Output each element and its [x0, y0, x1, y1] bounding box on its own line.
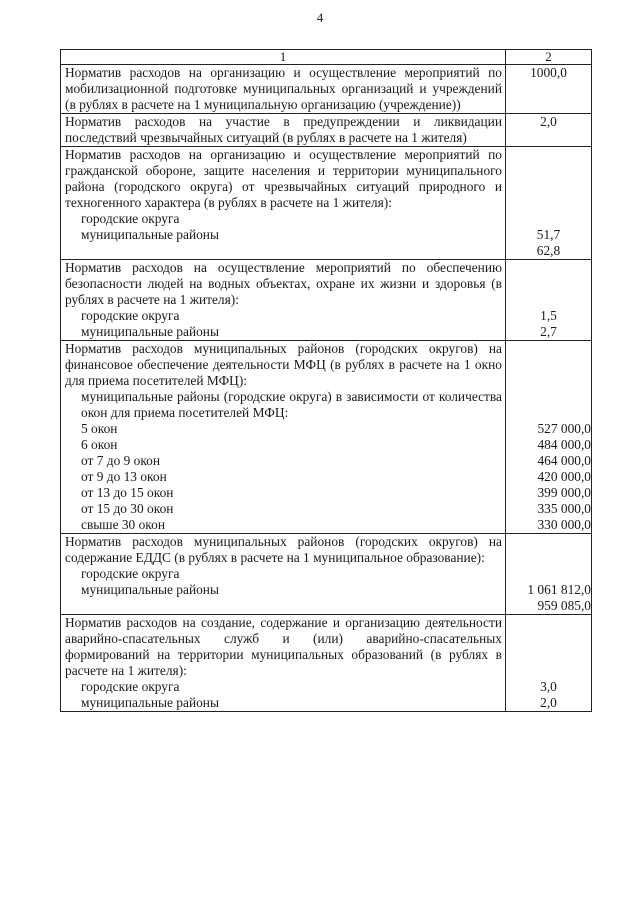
row-description: Норматив расходов на участие в предупреждении и ликвидации последствий чрезвычайных ситуаций (в рублях в расчете на 1 жителя) — [65, 114, 502, 145]
item-value: 464 000,0 — [537, 453, 591, 468]
item-value: 51,7 — [536, 227, 561, 242]
row-description: Норматив расходов муниципальных районов (городских округов) на содержание ЕДДС (в рублях в расчете на 1 муниципальное образование): — [65, 534, 502, 565]
table-row — [61, 341, 592, 534]
item-value: 62,8 — [536, 243, 561, 258]
row-description-cell — [61, 341, 506, 534]
item-label: городские округа — [81, 679, 180, 694]
item-label: от 15 до 30 окон — [81, 501, 174, 516]
item-label: городские округа — [81, 211, 180, 226]
row-description: Норматив расходов на создание, содержание и организацию деятельности аварийно-спасательных служб и (или) аварийно-спасательных формирований на территории муниципальных образований (в рублях в расчете на 1 жителя): — [65, 615, 502, 678]
column-header-1: 1 — [61, 50, 506, 65]
table-row — [61, 147, 592, 260]
table-row — [61, 114, 592, 147]
table-row — [61, 260, 592, 341]
item-value: 527 000,0 — [537, 421, 591, 436]
row-description-cell — [61, 114, 506, 147]
row-description-cell — [61, 534, 506, 615]
item-value: 3,0 — [540, 679, 557, 694]
row-description: Норматив расходов на осуществление мероприятий по обеспечению безопасности людей на водных объектах, охране их жизни и здоровья (в рублях в расчете на 1 жителя): — [65, 260, 502, 307]
item-value: 484 000,0 — [537, 437, 591, 452]
row-description: Норматив расходов на организацию и осуществление мероприятий по мобилизационной подготовке муниципальных организаций и учреждений (в рублях в расчете на 1 муниципальную организацию (учреждение)) — [65, 65, 502, 112]
item-label: городские округа — [81, 308, 180, 323]
row-value: 2,0 — [540, 114, 557, 129]
row-subheading: муниципальные районы (городские округа) в зависимости от количества окон для приема посетителей МФЦ: — [81, 389, 502, 420]
table-row — [61, 534, 592, 615]
row-value-cell — [506, 65, 592, 114]
item-value: 335 000,0 — [537, 501, 591, 516]
table-row — [61, 65, 592, 114]
norms-table — [60, 49, 592, 712]
column-header-2: 2 — [506, 50, 592, 65]
item-label: от 9 до 13 окон — [81, 469, 167, 484]
row-description: Норматив расходов муниципальных районов (городских округов) на финансовое обеспечение деятельности МФЦ (в рублях в расчете на 1 окно для приема посетителей МФЦ): — [65, 341, 502, 388]
row-description-cell — [61, 147, 506, 260]
item-value: 2,7 — [540, 324, 557, 339]
row-value-cell — [506, 114, 592, 147]
page-number: 4 — [316, 10, 324, 25]
row-description-cell — [61, 615, 506, 712]
row-value-cell — [506, 341, 592, 534]
row-value-cell — [506, 534, 592, 615]
item-value: 959 085,0 — [537, 598, 591, 613]
item-label: городские округа — [81, 566, 180, 581]
row-value: 1000,0 — [530, 65, 567, 80]
table-header-row — [61, 50, 592, 65]
row-description: Норматив расходов на организацию и осуществление мероприятий по гражданской обороне, защите населения и территории муниципального района (городского округа) от чрезвычайных ситуаций природного и техногенного характера (в рублях в расчете на 1 жителя): — [65, 147, 502, 210]
item-label: 6 окон — [81, 437, 118, 452]
row-value-cell — [506, 615, 592, 712]
item-value: 330 000,0 — [537, 517, 591, 532]
item-value: 420 000,0 — [537, 469, 591, 484]
item-value: 1 061 812,0 — [527, 582, 591, 597]
row-description-cell — [61, 260, 506, 341]
item-label: свыше 30 окон — [81, 517, 165, 532]
item-label: 5 окон — [81, 421, 118, 436]
item-label: муниципальные районы — [81, 227, 219, 242]
item-label: муниципальные районы — [81, 582, 219, 597]
item-value: 2,0 — [540, 695, 557, 710]
item-value: 399 000,0 — [537, 485, 591, 500]
row-value-cell — [506, 147, 592, 260]
row-description-cell — [61, 65, 506, 114]
item-label: муниципальные районы — [81, 324, 219, 339]
item-label: от 13 до 15 окон — [81, 485, 174, 500]
item-value: 1,5 — [540, 308, 557, 323]
item-label: муниципальные районы — [81, 695, 219, 710]
table-row — [61, 615, 592, 712]
item-label: от 7 до 9 окон — [81, 453, 161, 468]
row-value-cell — [506, 260, 592, 341]
